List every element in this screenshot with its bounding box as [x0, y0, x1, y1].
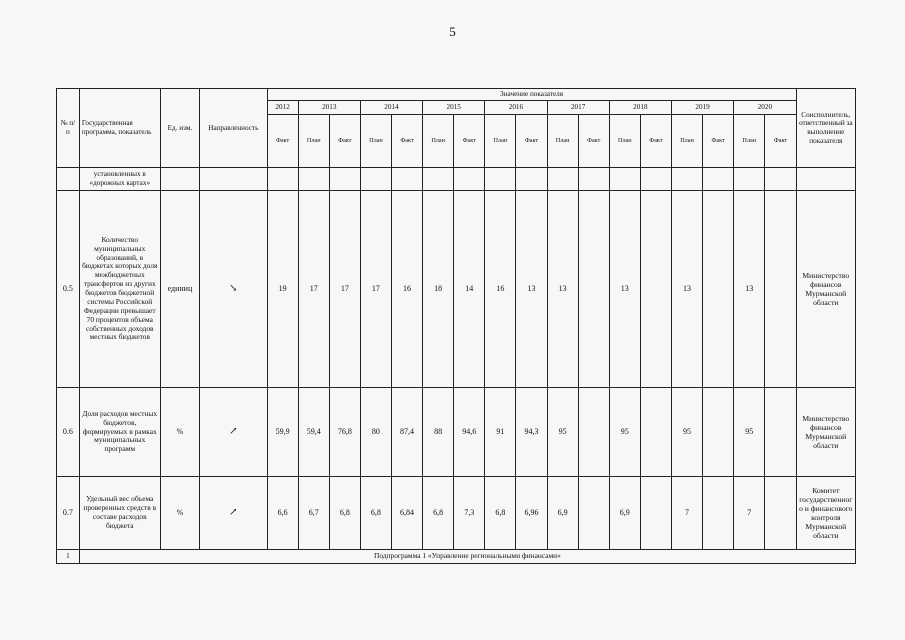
header-num: № п/п	[57, 89, 80, 168]
indicator-value	[703, 191, 734, 388]
direction-arrow-icon: ↘	[200, 191, 267, 388]
indicator-value	[578, 477, 609, 550]
indicator-value: 6,84	[391, 477, 422, 550]
header-year: 2018	[609, 101, 671, 115]
indicator-value	[734, 168, 765, 191]
indicator-value	[329, 168, 360, 191]
header-sub-plan: План	[298, 115, 329, 168]
table-row	[57, 168, 856, 191]
subprogram-row	[57, 550, 856, 564]
row-num	[57, 168, 80, 191]
indicator-value: 94,6	[454, 388, 485, 477]
indicator-unit: единиц	[160, 191, 199, 388]
indicator-value: 7	[734, 477, 765, 550]
indicator-value: 16	[485, 191, 516, 388]
table-body	[57, 168, 856, 564]
indicator-value: 95	[734, 388, 765, 477]
header-year: 2014	[360, 101, 422, 115]
direction-arrow-icon: ↗	[200, 477, 267, 550]
indicator-value: 95	[671, 388, 702, 477]
indicator-value	[640, 168, 671, 191]
indicator-value: 6,8	[360, 477, 391, 550]
indicator-value: 14	[454, 191, 485, 388]
indicator-value: 6,8	[423, 477, 454, 550]
header-year: 2013	[298, 101, 360, 115]
indicator-executor	[796, 168, 855, 191]
header-sub-fact: Факт	[703, 115, 734, 168]
indicator-value	[360, 168, 391, 191]
row-num: 0.7	[57, 477, 80, 550]
indicator-value: 17	[360, 191, 391, 388]
header-year: 2019	[671, 101, 733, 115]
indicator-value	[267, 168, 298, 191]
indicator-value	[578, 168, 609, 191]
indicator-value: 6,9	[547, 477, 578, 550]
header-sub-fact: Факт	[516, 115, 547, 168]
indicator-value	[640, 191, 671, 388]
indicator-value	[765, 477, 796, 550]
header-executor: Соисполнитель, ответственный за выполнение показателя	[796, 89, 855, 168]
indicator-value: 17	[298, 191, 329, 388]
header-year: 2012	[267, 101, 298, 115]
indicator-value: 13	[547, 191, 578, 388]
indicator-value	[703, 477, 734, 550]
indicator-value: 59,4	[298, 388, 329, 477]
indicator-name: Количество муниципальных образований, в бюджетах которых доля межбюджетных трансфертов из других бюджетов бюджетной системы Российской Федерации превышает 70 процентов объема собственных доходов местных бюджетов	[79, 191, 160, 388]
indicator-name: Удельный вес объема проверенных средств в составе расходов бюджета	[79, 477, 160, 550]
indicator-value	[547, 168, 578, 191]
header-sub-plan: План	[734, 115, 765, 168]
indicator-name: установленных в «дорожных картах»	[79, 168, 160, 191]
indicator-value: 95	[609, 388, 640, 477]
header-year: 2015	[423, 101, 485, 115]
header-year: 2017	[547, 101, 609, 115]
indicator-value	[578, 388, 609, 477]
table-row	[57, 477, 856, 550]
indicator-value	[671, 168, 702, 191]
indicator-value: 88	[423, 388, 454, 477]
direction-arrow-icon: ↗	[200, 388, 267, 477]
indicator-value: 6,7	[298, 477, 329, 550]
indicator-value	[578, 191, 609, 388]
header-sub-fact: Факт	[454, 115, 485, 168]
indicator-value: 59,9	[267, 388, 298, 477]
indicator-unit: %	[160, 388, 199, 477]
indicator-value: 6,8	[485, 477, 516, 550]
table-row	[57, 191, 856, 388]
header-sub-plan: План	[547, 115, 578, 168]
header-direction: Направленность	[200, 89, 267, 168]
header-sub-fact: Факт	[267, 115, 298, 168]
header-year: 2016	[485, 101, 547, 115]
header-values-group: Значение показателя	[267, 89, 796, 101]
indicator-executor: Министерство финансов Мурманской области	[796, 388, 855, 477]
indicator-value	[298, 168, 329, 191]
indicator-value: 80	[360, 388, 391, 477]
indicator-value: 13	[734, 191, 765, 388]
row-num: 0.6	[57, 388, 80, 477]
subprogram-num: 1	[57, 550, 80, 564]
indicator-value	[609, 168, 640, 191]
indicator-value	[765, 168, 796, 191]
indicator-value: 16	[391, 191, 422, 388]
indicator-value: 13	[516, 191, 547, 388]
header-sub-plan: План	[609, 115, 640, 168]
indicator-value	[516, 168, 547, 191]
indicator-value	[391, 168, 422, 191]
header-sub-fact: Факт	[640, 115, 671, 168]
indicator-value: 7,3	[454, 477, 485, 550]
indicator-value: 95	[547, 388, 578, 477]
row-num: 0.5	[57, 191, 80, 388]
header-sub-fact: Факт	[329, 115, 360, 168]
indicator-unit: %	[160, 477, 199, 550]
indicator-value: 76,8	[329, 388, 360, 477]
indicator-value: 13	[609, 191, 640, 388]
indicator-value: 13	[671, 191, 702, 388]
header-sub-plan: План	[423, 115, 454, 168]
indicator-value: 87,4	[391, 388, 422, 477]
header-program: Государственная программа, показатель	[79, 89, 160, 168]
header-year: 2020	[734, 101, 796, 115]
indicators-table	[56, 88, 856, 564]
indicator-value	[703, 388, 734, 477]
indicator-value: 6,9	[609, 477, 640, 550]
indicator-value: 7	[671, 477, 702, 550]
indicator-value	[454, 168, 485, 191]
indicator-value	[640, 477, 671, 550]
header-sub-plan: План	[485, 115, 516, 168]
indicator-value	[765, 388, 796, 477]
indicator-value: 17	[329, 191, 360, 388]
header-sub-plan: План	[360, 115, 391, 168]
indicator-value	[703, 168, 734, 191]
header-sub-fact: Факт	[578, 115, 609, 168]
direction-arrow-icon	[200, 168, 267, 191]
indicator-value: 94,3	[516, 388, 547, 477]
indicator-value: 6,6	[267, 477, 298, 550]
header-sub-fact: Факт	[391, 115, 422, 168]
table-row	[57, 388, 856, 477]
indicator-executor: Комитет государственного и финансового контроля Мурманской области	[796, 477, 855, 550]
indicator-value	[765, 191, 796, 388]
indicator-value: 6,8	[329, 477, 360, 550]
indicator-name: Доля расходов местных бюджетов, формируемых в рамках муниципальных программ	[79, 388, 160, 477]
header-sub-plan: План	[671, 115, 702, 168]
indicator-unit	[160, 168, 199, 191]
header-sub-fact: Факт	[765, 115, 796, 168]
page-number: 5	[449, 24, 456, 39]
indicator-value	[423, 168, 454, 191]
indicator-value	[640, 388, 671, 477]
indicator-executor: Министерство финансов Мурманской области	[796, 191, 855, 388]
table-header	[57, 89, 856, 168]
header-unit: Ед. изм.	[160, 89, 199, 168]
subprogram-title: Подпрограмма 1 «Управление региональными финансами»	[79, 550, 855, 564]
indicator-value: 18	[423, 191, 454, 388]
indicator-value	[485, 168, 516, 191]
indicator-value: 19	[267, 191, 298, 388]
indicator-value: 6,96	[516, 477, 547, 550]
indicator-value: 91	[485, 388, 516, 477]
